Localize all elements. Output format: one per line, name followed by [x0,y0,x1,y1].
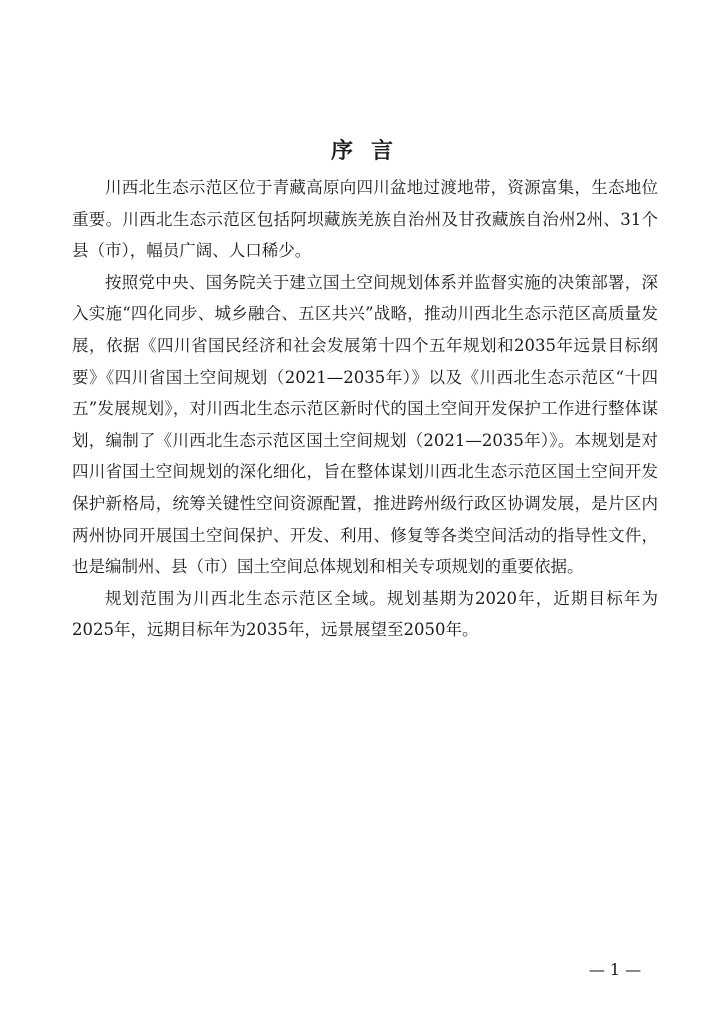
paragraph-intro: 川西北生态示范区位于青藏高原向四川盆地过渡地带，资源富集，生态地位重要。川西北生态示范区包括阿坝藏族羌族自治州及甘孜藏族自治州2州、31个县（市），幅员广阔、人口稀少。 [72,178,658,261]
paragraph-basis: 按照党中央、国务院关于建立国土空间规划体系并监督实施的决策部署，深入实施“四化同步、城乡融合、五区共兴”战略，推动川西北生态示范区高质量发展，依据《四川省国民经济和社会发展第十四个五年规划和2035年远景目标纲要》《四川省国土空间规划（2021—2035年）》以及《川西北生态示范区“十四五”发展规划》，对川西北生态示范区新时代的国土空间开发保护工作进行整体谋划，编制了《川西北生态示范区国土空间规划（2021—2035年）》。本规划是对四川省国土空间规划的深化细化，旨在整体谋划川西北生态示范区国土空间开发保护新格局，统筹关键性空间资源配置，推进跨州级行政区协调发展，是片区内两州协同开展国土空间保护、开发、利用、修复等各类空间活动的指导性文件，也是编制州、县（市）国土空间总体规划和相关专项规划的重要依据。 [72,272,658,577]
paragraph-scope: 规划范围为川西北生态示范区全域。规划基期为2020年，近期目标年为2025年，远期目标年为2035年，远景展望至2050年。 [72,588,658,640]
page-number: — 1 — [588,960,642,979]
preface-body [72,172,658,646]
page-title: 序言 [330,138,411,164]
